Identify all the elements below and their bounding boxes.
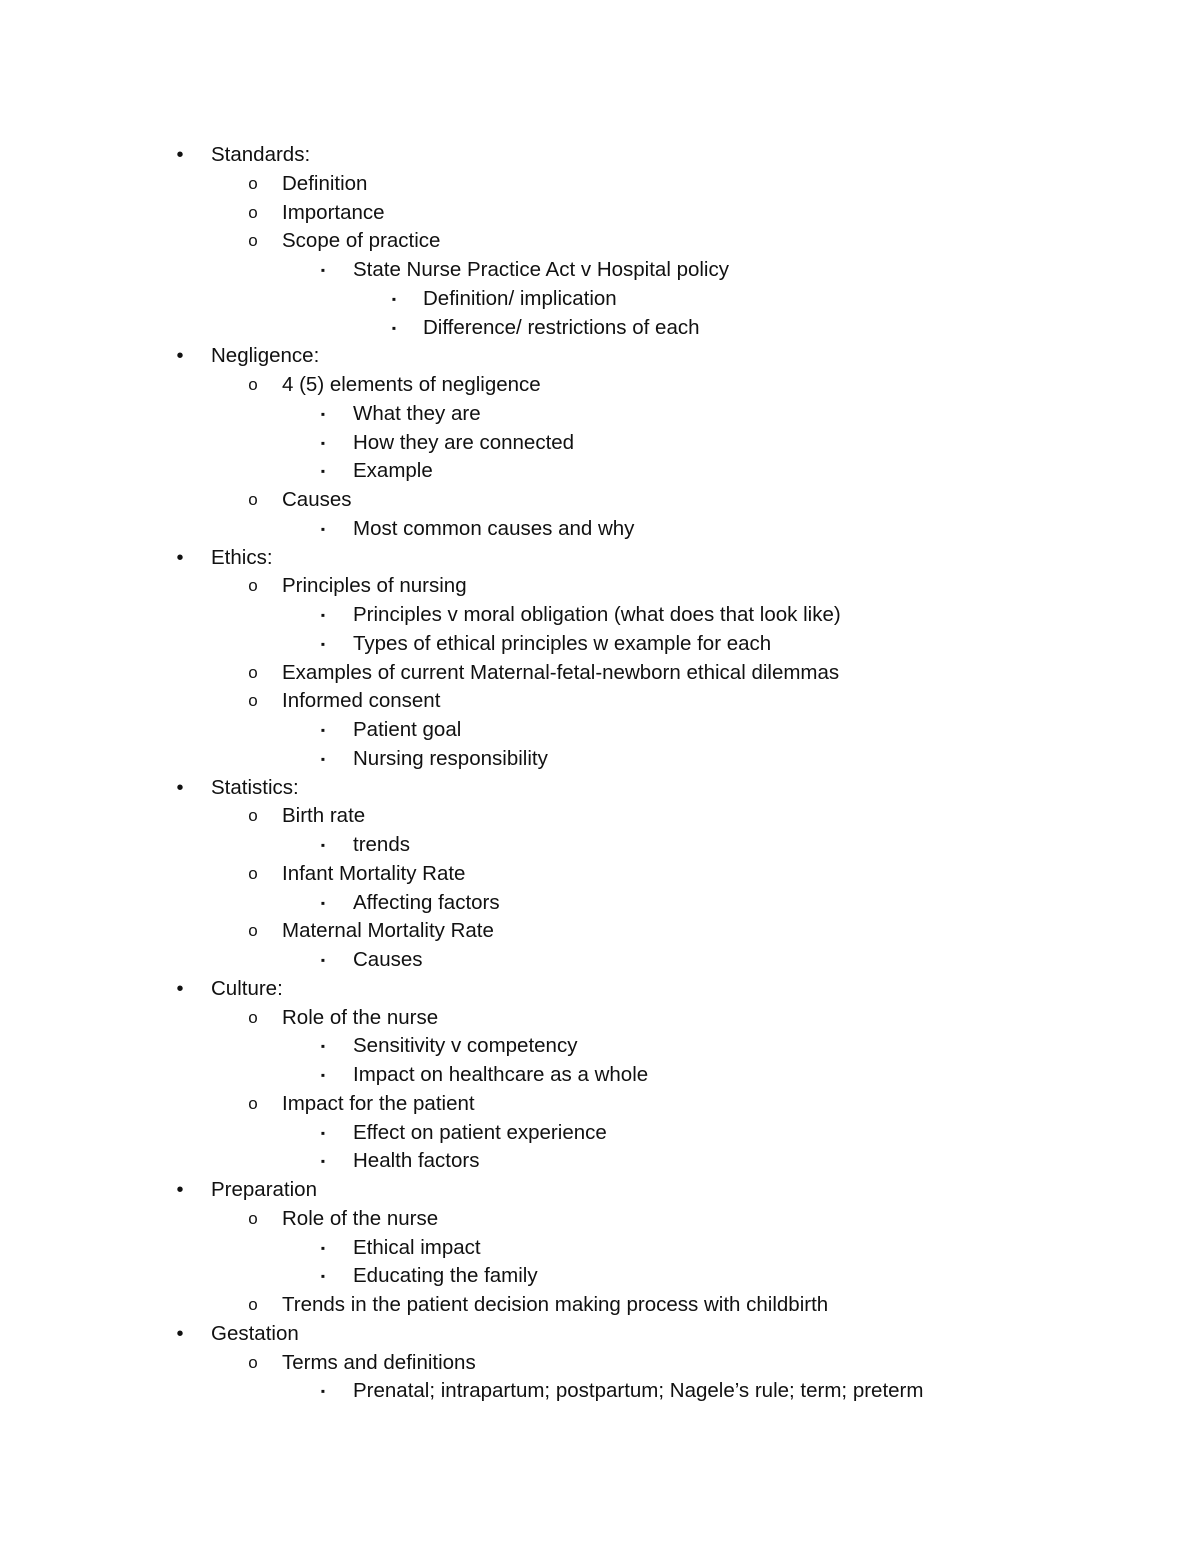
bullet-marker: o <box>248 806 258 826</box>
outline-text: Effect on patient experience <box>353 1120 607 1144</box>
outline-text: Scope of practice <box>282 229 441 253</box>
outline-item <box>0 199 1200 228</box>
bullet-marker: • <box>176 546 184 569</box>
outline-text: Prenatal; intrapartum; postpartum; Nagele’s rule; term; preterm <box>353 1379 924 1403</box>
outline-item <box>0 687 1200 716</box>
bullet-marker: ▪ <box>320 608 326 622</box>
outline-text: Ethical impact <box>353 1235 481 1259</box>
section-heading <box>0 975 1200 1004</box>
outline-text: Definition/ implication <box>423 286 617 310</box>
bullet-marker: ▪ <box>320 838 326 852</box>
bullet-marker: ▪ <box>320 435 326 450</box>
outline-text: Preparation <box>211 1178 317 1201</box>
bullet-marker: ▪ <box>320 1039 326 1054</box>
outline-text: Gestation <box>211 1321 299 1345</box>
bullet-marker: o <box>248 490 258 509</box>
outline-item <box>0 400 1200 429</box>
document-page <box>0 141 1200 1406</box>
outline-text: Terms and definitions <box>282 1350 476 1374</box>
section-heading <box>0 342 1200 371</box>
outline-text: Role of the nurse <box>282 1206 439 1230</box>
outline-item <box>0 1004 1200 1033</box>
outline-item <box>0 256 1200 285</box>
outline-item <box>0 946 1200 975</box>
outline-item <box>0 745 1200 774</box>
outline-item <box>0 630 1200 659</box>
bullet-marker: o <box>248 375 258 394</box>
bullet-marker: ▪ <box>320 1154 326 1169</box>
bullet-marker: o <box>248 576 258 596</box>
outline-text: Informed consent <box>282 689 441 713</box>
outline-item <box>0 659 1200 688</box>
outline-item <box>0 285 1200 314</box>
bullet-marker: • <box>176 1179 184 1201</box>
outline-item <box>0 170 1200 199</box>
outline-item <box>0 1205 1200 1234</box>
outline-item <box>0 889 1200 918</box>
outline-text: Affecting factors <box>353 890 500 914</box>
outline-item <box>0 831 1200 860</box>
outline-text: Impact for the patient <box>282 1091 475 1115</box>
outline-text: Principles of nursing <box>282 574 467 598</box>
outline-text: Example <box>353 459 433 483</box>
outline-text: Negligence: <box>211 344 320 368</box>
outline-text: Examples of current Maternal-fetal-newborn ethical dilemmas <box>282 660 840 684</box>
outline-text: Difference/ restrictions of each <box>423 315 700 339</box>
bullet-marker: o <box>248 231 258 251</box>
bullet-marker: ▪ <box>320 263 326 277</box>
bullet-marker: ▪ <box>320 406 326 421</box>
bullet-marker: ▪ <box>320 723 326 737</box>
outline-item <box>0 371 1200 400</box>
outline-item <box>0 1291 1200 1320</box>
section-heading <box>0 1320 1200 1349</box>
bullet-marker: • <box>176 977 184 1000</box>
outline-text: Principles v moral obligation (what does that look like) <box>353 603 841 626</box>
outline-text: Sensitivity v competency <box>353 1034 578 1058</box>
bullet-marker: o <box>248 1007 258 1027</box>
outline-text: Health factors <box>353 1149 480 1173</box>
outline-text: Importance <box>282 200 385 224</box>
bullet-marker: ▪ <box>320 1068 326 1082</box>
outline-text: Trends in the patient decision making process with childbirth <box>282 1293 829 1316</box>
bullet-marker: o <box>248 1295 258 1314</box>
section-heading <box>0 141 1200 170</box>
bullet-marker: ▪ <box>320 464 326 479</box>
bullet-marker: • <box>176 144 184 166</box>
bullet-marker: o <box>248 1093 258 1113</box>
outline-text: Birth rate <box>282 804 366 828</box>
outline-text: Educating the family <box>353 1264 538 1288</box>
outline-item <box>0 1234 1200 1263</box>
bullet-marker: ▪ <box>320 636 326 651</box>
bullet-marker: ▪ <box>320 953 326 967</box>
bullet-marker: ▪ <box>320 751 326 766</box>
bullet-marker: ▪ <box>391 291 397 306</box>
bullet-marker: o <box>248 173 258 193</box>
outline-item <box>0 486 1200 515</box>
outline-item <box>0 1147 1200 1176</box>
bullet-marker: o <box>248 662 258 682</box>
outline-text: What they are <box>353 401 481 425</box>
outline-item <box>0 601 1200 630</box>
section-heading <box>0 774 1200 803</box>
outline-text: Infant Mortality Rate <box>282 861 466 885</box>
outline-text: Definition <box>282 171 368 195</box>
outline-item <box>0 429 1200 458</box>
outline-text: Most common causes and why <box>353 516 635 540</box>
section-heading <box>0 544 1200 573</box>
bullet-marker: ▪ <box>320 1384 326 1399</box>
outline-text: Causes <box>282 488 352 511</box>
bullet-marker: o <box>248 921 258 941</box>
bullet-marker: o <box>248 202 258 222</box>
bullet-marker: ▪ <box>320 1240 326 1255</box>
outline-text: Causes <box>353 948 423 971</box>
section-heading <box>0 1176 1200 1205</box>
outline-text: Role of the nurse <box>282 1005 439 1029</box>
outline-text: Impact on healthcare as a whole <box>353 1063 649 1086</box>
outline-text: Statistics: <box>211 775 299 799</box>
outline-text: Ethics: <box>211 545 273 569</box>
outline-text: Culture: <box>211 976 283 1000</box>
outline-item <box>0 1349 1200 1378</box>
bullet-marker: ▪ <box>320 521 326 536</box>
bullet-marker: • <box>176 345 184 368</box>
bullet-marker: ▪ <box>320 1125 326 1140</box>
bullet-marker: ▪ <box>391 320 397 335</box>
bullet-marker: o <box>248 863 258 883</box>
outline-item <box>0 1090 1200 1119</box>
outline-item <box>0 457 1200 486</box>
bullet-marker: • <box>176 776 184 799</box>
outline-item <box>0 802 1200 831</box>
outline-item <box>0 1032 1200 1061</box>
bullet-marker: • <box>176 1322 184 1345</box>
outline-text: Patient goal <box>353 718 462 741</box>
outline-text: trends <box>353 833 410 856</box>
bullet-marker: o <box>248 1352 258 1372</box>
outline-item <box>0 917 1200 946</box>
outline-text: Types of ethical principles w example for each <box>353 631 772 655</box>
outline-item <box>0 1262 1200 1291</box>
outline-text: 4 (5) elements of negligence <box>282 373 541 396</box>
outline-item <box>0 1061 1200 1090</box>
bullet-marker: o <box>248 691 258 711</box>
outline-item <box>0 314 1200 343</box>
outline-text: Standards: <box>211 143 311 166</box>
outline-text: Maternal Mortality Rate <box>282 919 494 943</box>
outline-text: State Nurse Practice Act v Hospital policy <box>353 258 729 281</box>
outline-item <box>0 1377 1200 1406</box>
outline-text: Nursing responsibility <box>353 746 548 770</box>
outline-item <box>0 1119 1200 1148</box>
outline-item <box>0 515 1200 544</box>
outline-item <box>0 716 1200 745</box>
outline-item <box>0 860 1200 889</box>
outline-text: How they are connected <box>353 430 575 454</box>
bullet-marker: ▪ <box>320 895 326 910</box>
outline-item <box>0 227 1200 256</box>
bullet-marker: ▪ <box>320 1269 326 1284</box>
outline-item <box>0 572 1200 601</box>
bullet-marker: o <box>248 1208 258 1228</box>
